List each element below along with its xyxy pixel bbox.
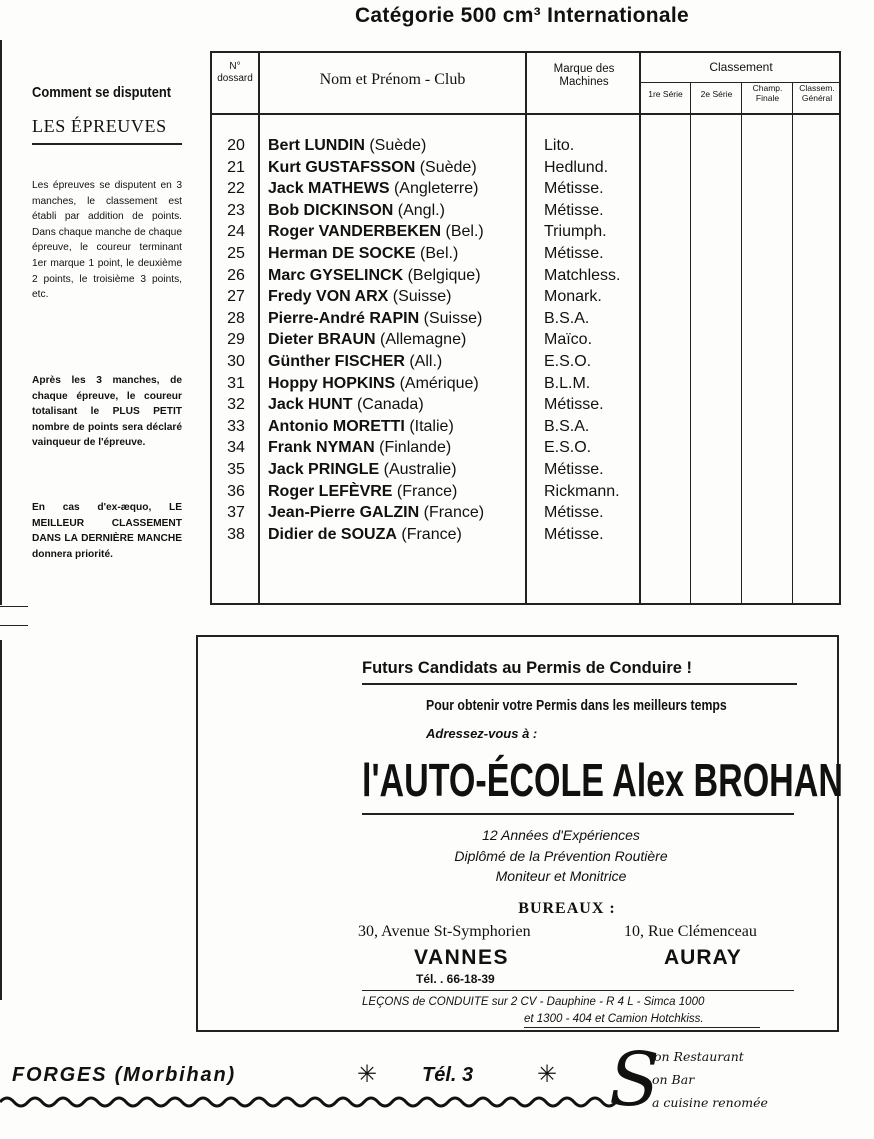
ad-address: 30, Avenue St-Symphorien [358,923,531,940]
header-general: Classem. Général [799,83,835,103]
rider-name: Antonio MORETTI [268,417,405,435]
rider-club: (Canada) [356,396,424,414]
rider-club: (Suède) [369,137,427,154]
table-cell-number: 28 [227,309,245,327]
table-cell-name [268,331,466,349]
table-cell-number: 38 [227,525,245,543]
table-cell-make: Rickmann. [544,482,620,500]
ad-detail: Moniteur et Monitrice [495,868,627,884]
table-cell-make: E.S.O. [544,353,592,370]
table-cell-name [268,267,481,285]
rider-club: (Australie) [383,461,457,478]
header-dossard: N° dossard [217,61,253,84]
table-cell-name [268,137,426,155]
rider-name: Jack MATHEWS [268,180,390,198]
ad-brand: l'AUTO-ÉCOLE Alex BROHAN [362,754,843,806]
table-column-divider [639,53,641,603]
rider-name: Herman DE SOCKE [268,245,416,262]
table-cell-name [268,439,451,457]
header-classement: Classement [709,60,773,74]
table-cell-make: B.S.A. [544,417,590,435]
star-icon: ✳ [357,1061,378,1088]
table-cell-name [268,310,482,328]
rider-club: (Suisse) [423,309,483,327]
table-cell-make: Hedlund. [544,158,609,176]
header-serie2: 2e Série [700,89,733,99]
rules-title-line2: LES ÉPREUVES [32,116,167,136]
footer-script-line: on Bar [652,1072,695,1087]
table-cell-number: 35 [227,461,245,478]
rider-name: Frank NYMAN [268,439,375,457]
table-cell-number: 37 [227,504,245,522]
rider-club: (All.) [409,353,443,370]
table-cell-name [268,180,478,198]
table-cell-name [268,353,442,371]
table-cell-name [268,418,454,436]
table-cell-make: B.L.M. [544,374,591,392]
rider-club: (Italie) [409,417,454,435]
table-cell-number: 31 [227,374,245,392]
table-cell-make: Métisse. [544,525,604,543]
table-cell-make: Lito. [544,137,575,154]
ad-lessons-underline [524,1027,760,1028]
rider-name: Didier de SOUZA [268,525,397,543]
rules-paragraph: Après les 3 manches, de chaque épreuve, le coureur totalisant le PLUS PETIT nombre de points sera déclaré vainqueur de l'épreuve. [32,375,182,449]
table-cell-name [268,245,458,263]
rider-club: (Suède) [419,158,477,176]
left-border [0,40,2,605]
rider-name: Bob DICKINSON [268,201,394,219]
table-column-divider [741,83,742,603]
ad-subline: Pour obtenir votre Permis dans les meilleurs temps [426,697,727,714]
ad-headline: Futurs Candidats au Permis de Conduire ! [362,659,693,677]
rider-club: (France) [396,482,458,500]
rules-title-underline [32,143,182,145]
table-cell-number: 23 [227,201,245,219]
table-column-divider [792,83,793,603]
table-cell-make: Métisse. [544,201,604,219]
table-cell-make: Métisse. [544,396,604,414]
table-cell-number: 27 [227,288,245,306]
table-cell-make: B.S.A. [544,309,590,327]
header-name: Nom et Prénom - Club [319,71,466,88]
table-cell-number: 32 [227,396,245,414]
rider-name: Jean-Pierre GALZIN [268,504,420,522]
left-divider [0,625,28,626]
table-cell-number: 21 [227,158,245,176]
table-cell-make: Métisse. [544,180,604,198]
table-cell-make: Maïco. [544,331,593,349]
rider-name: Hoppy HOPKINS [268,374,396,392]
rider-name: Pierre-André RAPIN [268,309,420,327]
rider-club: (Amérique) [399,374,479,392]
header-serie1: 1re Série [648,89,683,99]
table-cell-make: Métisse. [544,461,604,478]
table-cell-name [268,159,477,177]
ad-phone: Tél. . 66-18-39 [416,972,495,986]
rider-name: Jack HUNT [268,396,353,414]
table-cell-number: 25 [227,245,245,262]
rider-name: Günther FISCHER [268,353,405,370]
table-cell-make: Matchless. [544,266,621,284]
left-divider [0,606,28,607]
ad-divider [362,990,794,991]
table-cell-name [268,504,484,522]
wave-ornament [0,1090,630,1120]
ad-headline-underline [362,683,797,685]
ad-detail: Diplômé de la Prévention Routière [454,848,668,864]
ad-brand-underline [362,813,794,815]
ad-address: 10, Rue Clémenceau [624,923,757,940]
rider-club: (Angl.) [397,201,445,219]
page-title: Catégorie 500 cm³ Internationale [354,4,690,27]
ad-lessons: LEÇONS de CONDUITE sur 2 CV - Dauphine - R 4 L - Simca 1000 [362,996,705,1008]
footer-script-line: on Restaurant [654,1049,744,1064]
ad-subline: Adressez-vous à : [426,726,538,741]
rider-name: Marc GYSELINCK [268,266,404,284]
rider-name: Kurt GUSTAFSSON [268,158,416,176]
rider-club: (France) [423,504,485,522]
footer-script-line: a cuisine renomée [652,1095,768,1110]
ad-detail: 12 Années d'Expériences [482,827,640,843]
table-cell-make: Métisse. [544,245,604,262]
table-cell-number: 24 [227,223,245,241]
table-column-divider [690,83,691,603]
rider-name: Roger VANDERBEKEN [268,223,442,241]
table-cell-name [268,526,462,544]
table-cell-make: Métisse. [544,504,604,522]
table-cell-name [268,223,484,241]
table-cell-name [268,375,479,393]
table-cell-make: E.S.O. [544,439,592,457]
table-cell-name [268,396,424,414]
rider-club: (Bel.) [445,223,484,241]
left-border-lower [0,640,2,1000]
entries-table [210,51,841,605]
rules-paragraph: Les épreuves se disputent en 3 manches, le classement est établi par addition de points. Dans chaque manche de chaque épreuve, le coureur terminant 1er marque 1 point, le deuxième 2 points, le troisième 3 points, etc. [32,180,182,301]
rider-name: Dieter BRAUN [268,331,376,349]
footer-place: FORGES (Morbihan) [12,1064,236,1086]
rider-club: (Finlande) [379,439,452,457]
table-cell-name [268,202,445,220]
table-column-divider [525,53,527,603]
table-cell-number: 30 [227,353,245,370]
table-cell-number: 20 [227,137,245,154]
table-cell-name [268,288,451,306]
header-make: Marque des Machines [553,63,615,89]
table-cell-number: 36 [227,482,245,500]
table-cell-number: 34 [227,439,245,457]
rider-club: (Allemagne) [380,331,467,349]
rider-name: Fredy VON ARX [268,288,389,306]
rider-name: Roger LEFÈVRE [268,482,393,500]
footer-phone: Tél. 3 [422,1064,474,1086]
rider-club: (Bel.) [420,245,459,262]
table-cell-number: 29 [227,331,245,349]
table-cell-make: Monark. [544,288,602,306]
table-header-divider [212,113,839,115]
rider-name: Jack PRINGLE [268,461,380,478]
rules-paragraph: En cas d'ex-æquo, LE MEILLEUR CLASSEMENT DANS LA DERNIÈRE MANCHE donnera priorité. [32,502,182,560]
rider-name: Bert LUNDIN [268,137,365,154]
rider-club: (Suisse) [392,288,452,306]
rider-club: (Angleterre) [393,180,479,198]
table-cell-name [268,461,457,479]
rider-club: (France) [401,525,462,543]
table-cell-number: 33 [227,417,245,435]
rider-club: (Belgique) [407,266,481,284]
footer-script-letter: S [609,1037,660,1123]
table-cell-number: 26 [227,266,245,284]
rules-title-line1: Comment se disputent [32,84,172,101]
table-cell-make: Triumph. [544,223,607,241]
ad-lessons: et 1300 - 404 et Camion Hotchkiss. [524,1013,704,1025]
star-icon: ✳ [537,1061,558,1088]
ad-city: AURAY [664,946,742,969]
ad-bureaux-label: BUREAUX : [518,900,616,917]
header-final: Champ. Finale [752,83,783,103]
table-cell-name [268,483,457,501]
ad-city: VANNES [414,946,509,969]
table-cell-number: 22 [227,180,245,198]
